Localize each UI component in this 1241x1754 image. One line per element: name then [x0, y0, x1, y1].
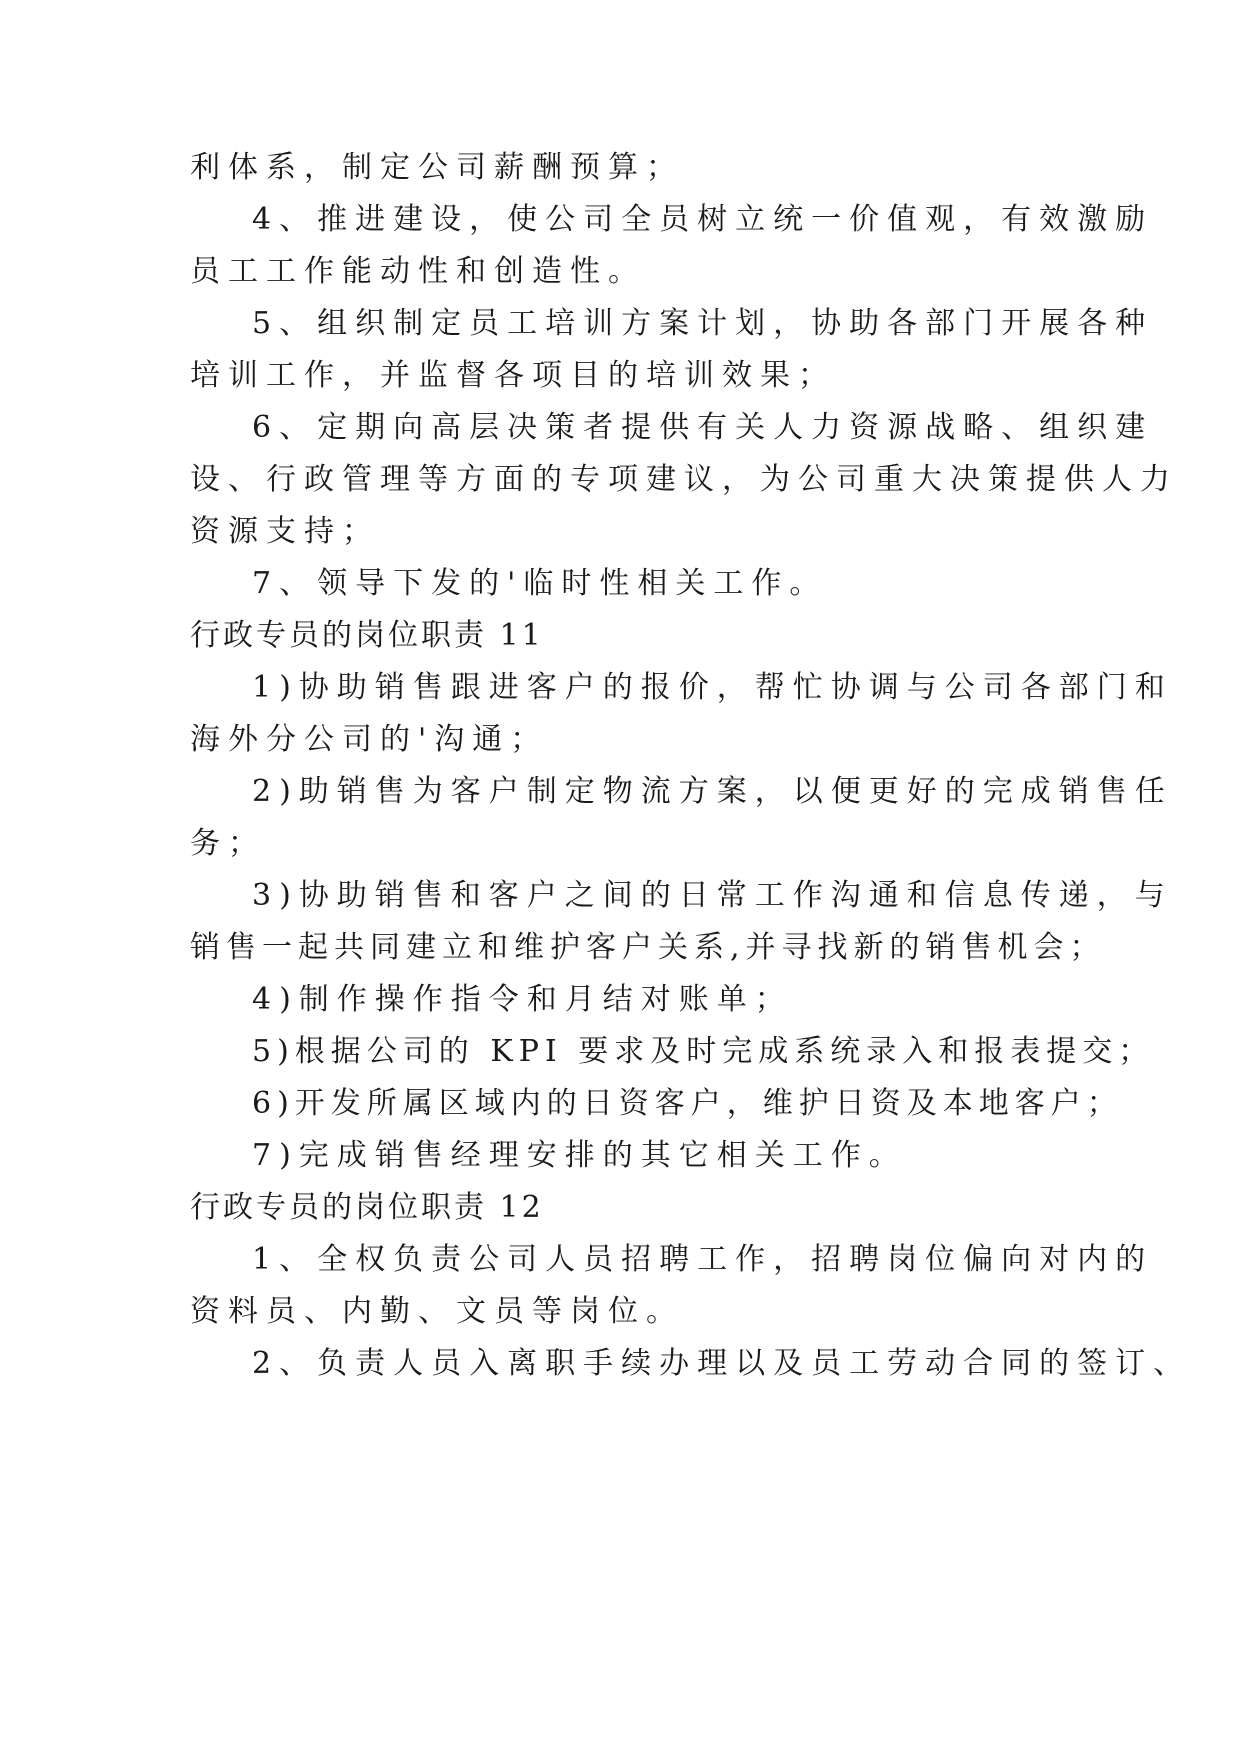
text-line: 资源支持；: [190, 514, 380, 549]
text-line: 5、组织制定员工培训方案计划，协助各部门开展各种: [252, 306, 1154, 341]
text-line: 1、全权负责公司人员招聘工作，招聘岗位偏向对内的: [252, 1242, 1154, 1277]
text-line: 2、负责人员入离职手续办理以及员工劳动合同的签订、: [252, 1346, 1192, 1381]
section-heading: 行政专员的岗位职责 11: [190, 618, 544, 653]
text-line: 资料员、内勤、文员等岗位。: [190, 1294, 684, 1329]
text-line: 1)协助销售跟进客户的报价，帮忙协调与公司各部门和: [252, 670, 1173, 705]
text-line: 6)开发所属区域内的日资客户，维护日资及本地客户；: [252, 1086, 1123, 1121]
text-line: 5)根据公司的 KPI 要求及时完成系统录入和报表提交；: [252, 1034, 1155, 1069]
text-line: 4、推进建设，使公司全员树立统一价值观，有效激励: [252, 202, 1154, 237]
section-heading: 行政专员的岗位职责 12: [190, 1190, 544, 1225]
text-line: 海外分公司的'沟通；: [190, 722, 549, 757]
text-line: 3)协助销售和客户之间的日常工作沟通和信息传递，与: [252, 878, 1173, 913]
text-line: 员工工作能动性和创造性。: [190, 254, 646, 289]
text-line: 4)制作操作指令和月结对账单；: [252, 982, 793, 1017]
text-line: 7)完成销售经理安排的其它相关工作。: [252, 1138, 907, 1173]
text-line: 设、行政管理等方面的专项建议，为公司重大决策提供人力: [190, 462, 1178, 497]
text-line: 7、领导下发的'临时性相关工作。: [252, 566, 828, 601]
text-line: 务；: [190, 826, 266, 861]
text-line: 6、定期向高层决策者提供有关人力资源战略、组织建: [252, 410, 1154, 445]
text-line: 利体系，制定公司薪酬预算；: [190, 150, 684, 185]
text-line: 培训工作，并监督各项目的培训效果；: [190, 358, 836, 393]
text-line: 2)助销售为客户制定物流方案，以便更好的完成销售任: [252, 774, 1173, 809]
text-line: 销售一起共同建立和维护客户关系,并寻找新的销售机会；: [190, 930, 1106, 965]
